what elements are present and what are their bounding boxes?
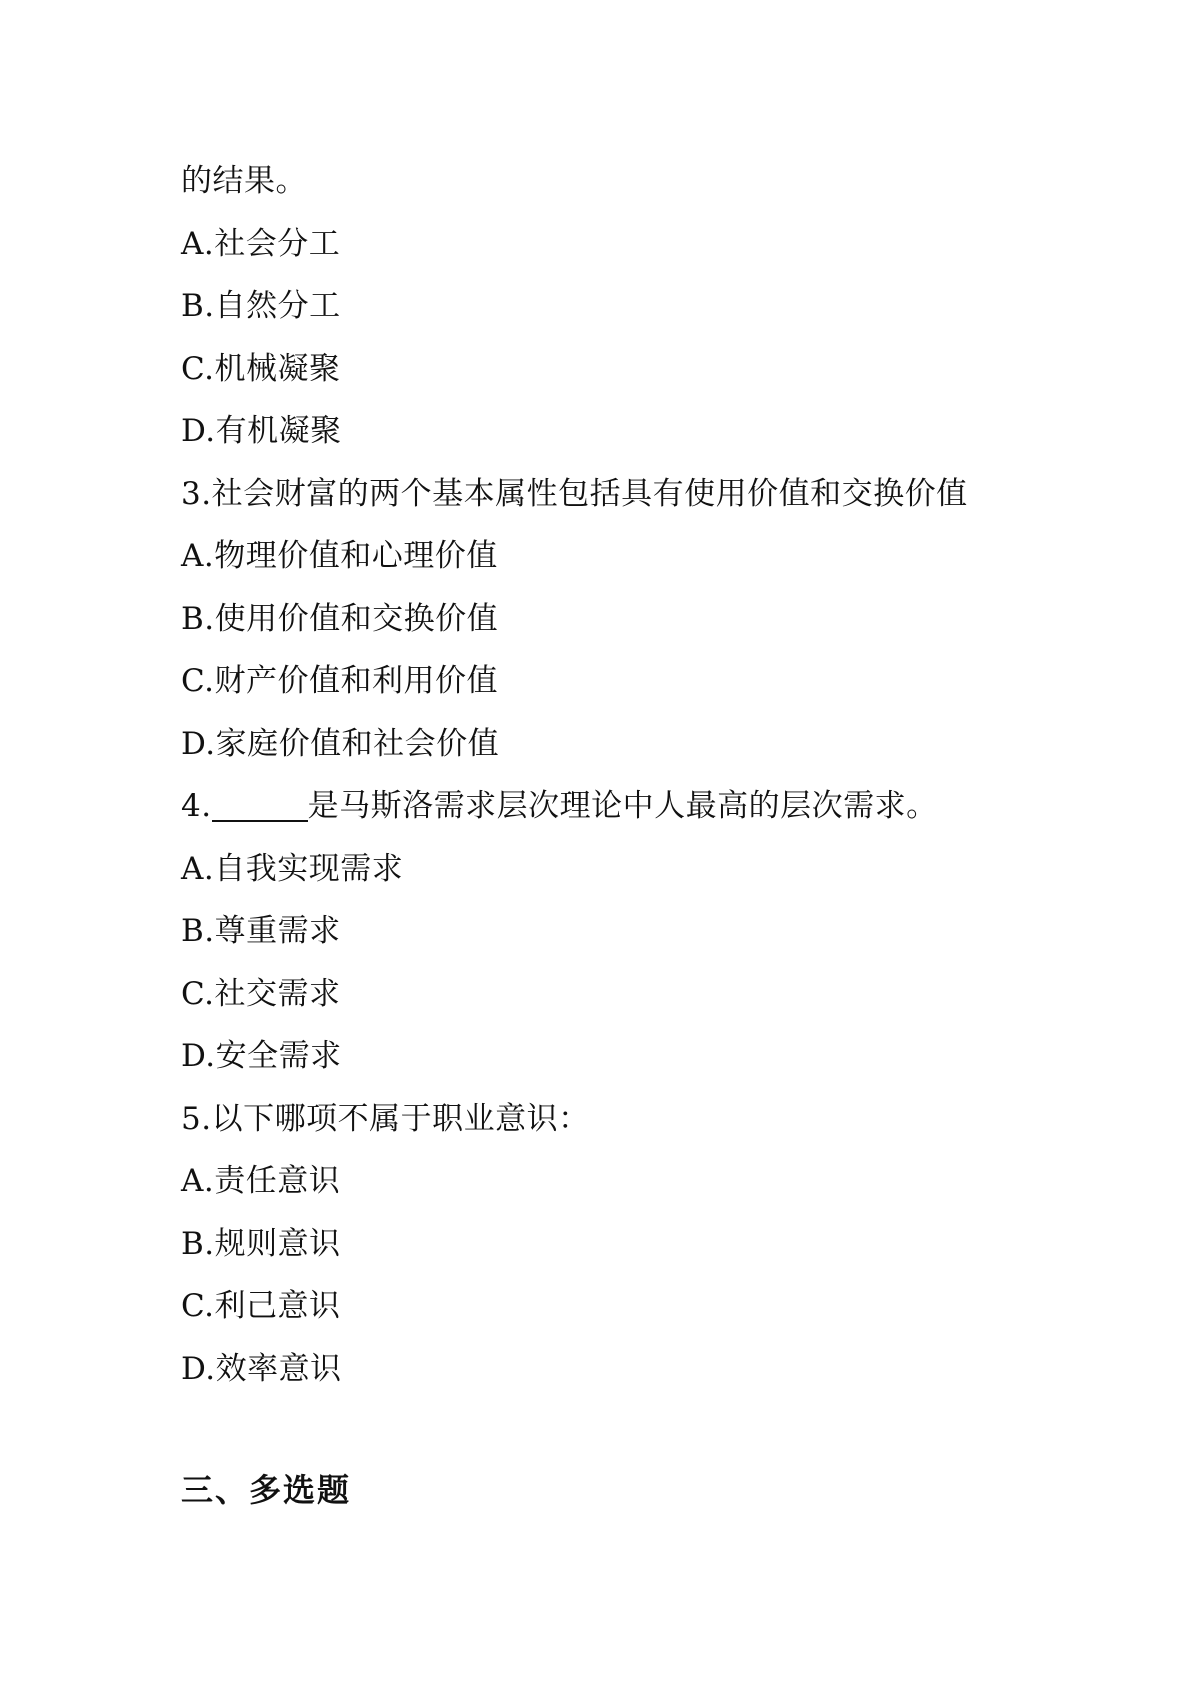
question-4-stem xyxy=(181,775,1061,838)
question-5-option-c: C.利己意识 xyxy=(181,1288,341,1324)
question-3-option-a: A.物理价值和心理价值 xyxy=(181,538,498,574)
question-3-option-b: B.使用价值和交换价值 xyxy=(181,600,499,637)
question-4-number: 4. xyxy=(181,788,212,824)
question-2-option-d: D.有机凝聚 xyxy=(181,413,342,449)
question-3-option-d: D.家庭价值和社会价值 xyxy=(181,725,500,762)
question-4-option-b: B.尊重需求 xyxy=(181,913,341,949)
section-title: 三、多选题 xyxy=(181,1471,352,1509)
question-4-stem-text: 是马斯洛需求层次理论中人最高的层次需求。 xyxy=(307,788,938,824)
question-2-stem-tail: 的结果。 xyxy=(181,163,307,199)
question-5-option-a: A.责任意识 xyxy=(181,1163,341,1199)
question-5-option-d: D.效率意识 xyxy=(181,1350,342,1387)
question-5-stem: 5.以下哪项不属于职业意识： xyxy=(181,1100,590,1137)
question-2-option-c: C.机械凝聚 xyxy=(181,350,341,387)
question-3-option-c: C.财产价值和利用价值 xyxy=(181,663,498,699)
question-4-option-c: C.社交需求 xyxy=(181,975,341,1012)
question-list xyxy=(181,150,1061,1400)
question-2-option-a: A.社会分工 xyxy=(181,225,341,262)
question-4-option-a: A.自我实现需求 xyxy=(181,850,404,887)
question-5-option-b: B.规则意识 xyxy=(181,1225,341,1262)
question-4-option-d: D.安全需求 xyxy=(181,1038,342,1074)
question-2-option-b: B.自然分工 xyxy=(181,288,341,324)
fill-in-blank xyxy=(212,780,308,822)
question-3-stem: 3.社会财富的两个基本属性包括具有使用价值和交换价值 xyxy=(181,475,968,512)
